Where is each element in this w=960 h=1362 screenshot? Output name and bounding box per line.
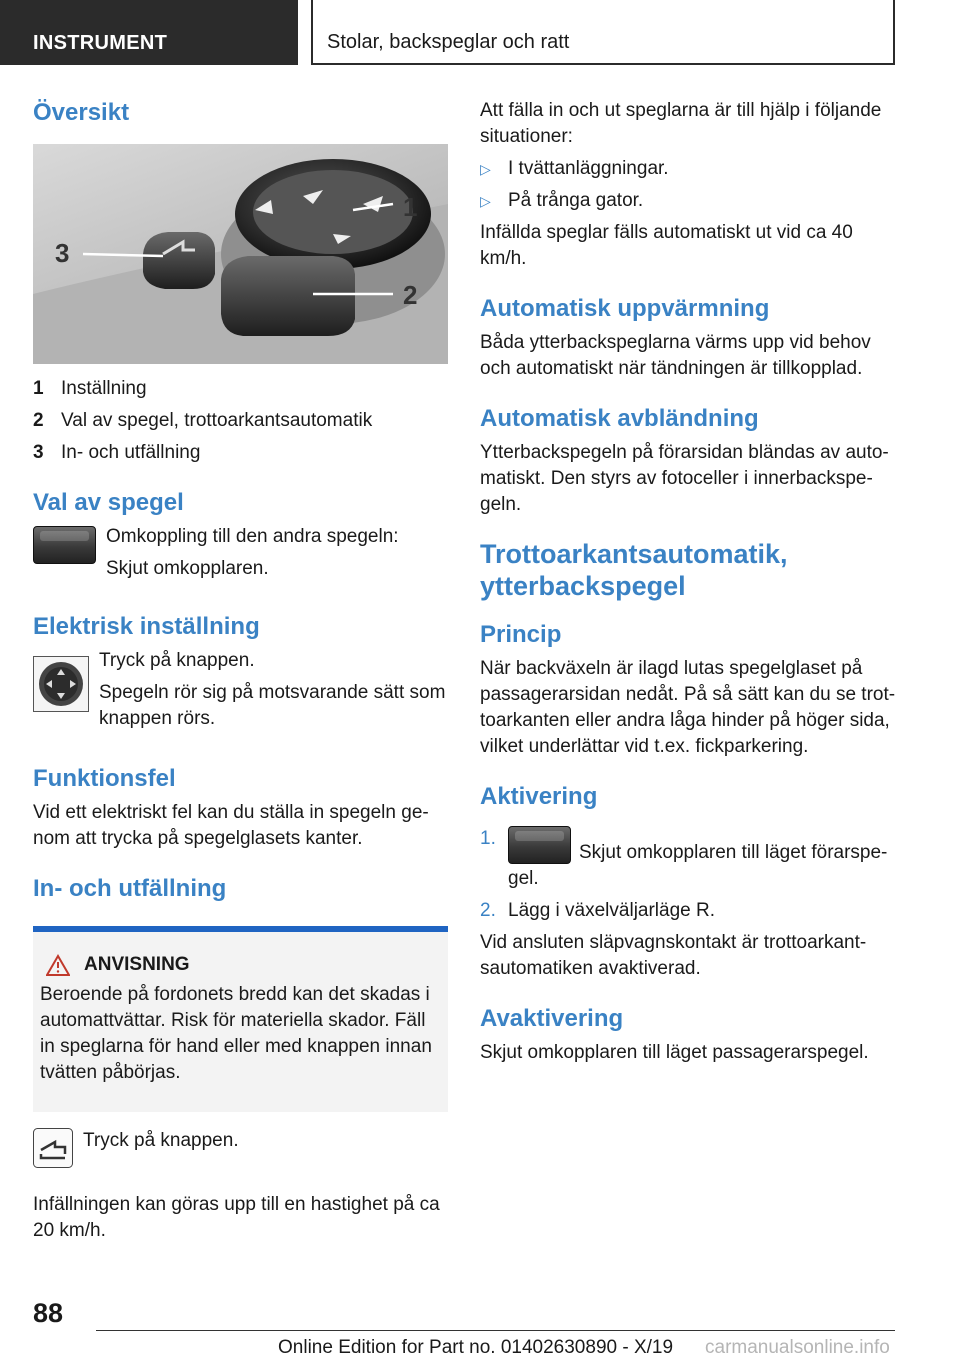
chapter-tab <box>311 0 895 65</box>
page-number: 88 <box>33 1298 64 1328</box>
intro-text: Att fälla in och ut speglarna är till hjälp i följande situationer: <box>480 100 882 147</box>
princip-text: När backväxeln är ilagd lutas spegelglaset på passagerarsidan nedåt. På så sätt kan du se trot-toarkanten eller andra låga hinder på höger sida, vilket underlättar vid t.ex. fickparkering. <box>480 658 896 757</box>
funktionsfel-text: Vid ett elektriskt fel kan du ställa in spegeln ge-nom att trycka på spegelglasets kanter. <box>33 802 429 849</box>
watermark: carmanualsonline.info <box>705 1337 890 1358</box>
legend-list <box>33 376 448 466</box>
edition-text: Online Edition for Part no. 01402630890 - X/19 <box>278 1337 674 1358</box>
callout-1: 1 <box>403 192 418 222</box>
section-tab <box>0 0 298 65</box>
fold-mirror-icon <box>33 1128 73 1176</box>
chapter-label: Stolar, backspeglar och ratt <box>327 31 570 53</box>
list-item: 2. Lägg i växelväljarläge R. <box>480 900 716 921</box>
list-item: 3 In- och utfällning <box>33 442 201 463</box>
aktivering-steps <box>480 826 900 924</box>
fold-button-block: Tryck på knappen. <box>33 1128 448 1176</box>
notice-text: Beroende på fordonets bredd kan det skadas i automattvättar. Risk för materiella skador. Fäll in speglarna för hand eller med knappen innan tvätten påbörjas. <box>40 984 432 1083</box>
val-av-spegel-block: Omkoppling till den andra spegeln: Skjut omkopplaren. <box>33 524 448 588</box>
triangle-bullet-icon: ▷ <box>480 161 491 177</box>
section-label: INSTRUMENT <box>33 32 168 54</box>
list-item: 1. Skjut omkopplaren till läget förarspe-gel. <box>480 828 888 889</box>
rocker-switch-icon <box>33 526 96 564</box>
mirror-switch-illustration <box>33 144 448 364</box>
avaktivering-heading: Avaktivering <box>480 1005 624 1032</box>
avblandning-text: Ytterbackspegeln på förarsidan bländas av auto-matiskt. Den styrs av fotoceller i innerbackspe-geln. <box>480 442 889 515</box>
list-item: 2 Val av spegel, trottoarkantsautomatik <box>33 410 373 431</box>
infallning-text: Infällningen kan göras upp till en hastighet på ca 20 km/h. <box>33 1194 440 1241</box>
callout-3: 3 <box>55 238 70 268</box>
aktivering-heading: Aktivering <box>480 783 598 810</box>
uppvarmning-text: Båda ytterbackspeglarna värms upp vid behov och automatiskt när tändningen är tillkopplad. <box>480 332 871 379</box>
val-av-spegel-heading: Val av spegel <box>33 489 184 516</box>
trottoarkant-heading: Trottoarkantsautomatik, ytterbackspegel <box>480 539 788 601</box>
list-item: ▷ I tvättanläggningar. <box>480 156 900 182</box>
warning-icon <box>46 954 70 976</box>
funktionsfel-heading: Funktionsfel <box>33 765 176 792</box>
auto-fold-out-text: Infällda speglar fälls automatiskt ut vid ca 40 km/h. <box>480 222 853 269</box>
avaktivering-text: Skjut omkopplaren till läget passagerarspegel. <box>480 1042 869 1063</box>
list-item: 1 Inställning <box>33 378 147 399</box>
avblandning-heading: Automatisk avbländning <box>480 405 759 432</box>
list-item: ▷ På trånga gator. <box>480 188 900 214</box>
mirror-adjust-knob-icon <box>33 656 89 738</box>
aktivering-note: Vid ansluten släpvagnskontakt är trottoarkant-sautomatiken avaktiverad. <box>480 932 867 979</box>
notice-title: ANVISNING <box>40 952 440 978</box>
uppvarmning-heading: Automatisk uppvärmning <box>480 295 770 322</box>
rocker-switch-icon <box>508 826 571 864</box>
left-column <box>33 98 448 1250</box>
overview-heading: Översikt <box>33 99 130 126</box>
notice-box <box>33 926 448 1112</box>
mirror-control-photo <box>33 144 448 364</box>
princip-heading: Princip <box>480 621 562 648</box>
elektrisk-installning-heading: Elektrisk inställning <box>33 613 260 640</box>
callout-2: 2 <box>403 280 418 310</box>
triangle-bullet-icon: ▷ <box>480 193 491 209</box>
right-column <box>480 98 900 1072</box>
footer-divider <box>96 1330 895 1331</box>
in-och-utfallning-heading: In- och utfällning <box>33 875 227 902</box>
elektrisk-installning-block: Tryck på knappen. Spegeln rör sig på motsvarande sätt som knappen rörs. <box>33 648 448 738</box>
